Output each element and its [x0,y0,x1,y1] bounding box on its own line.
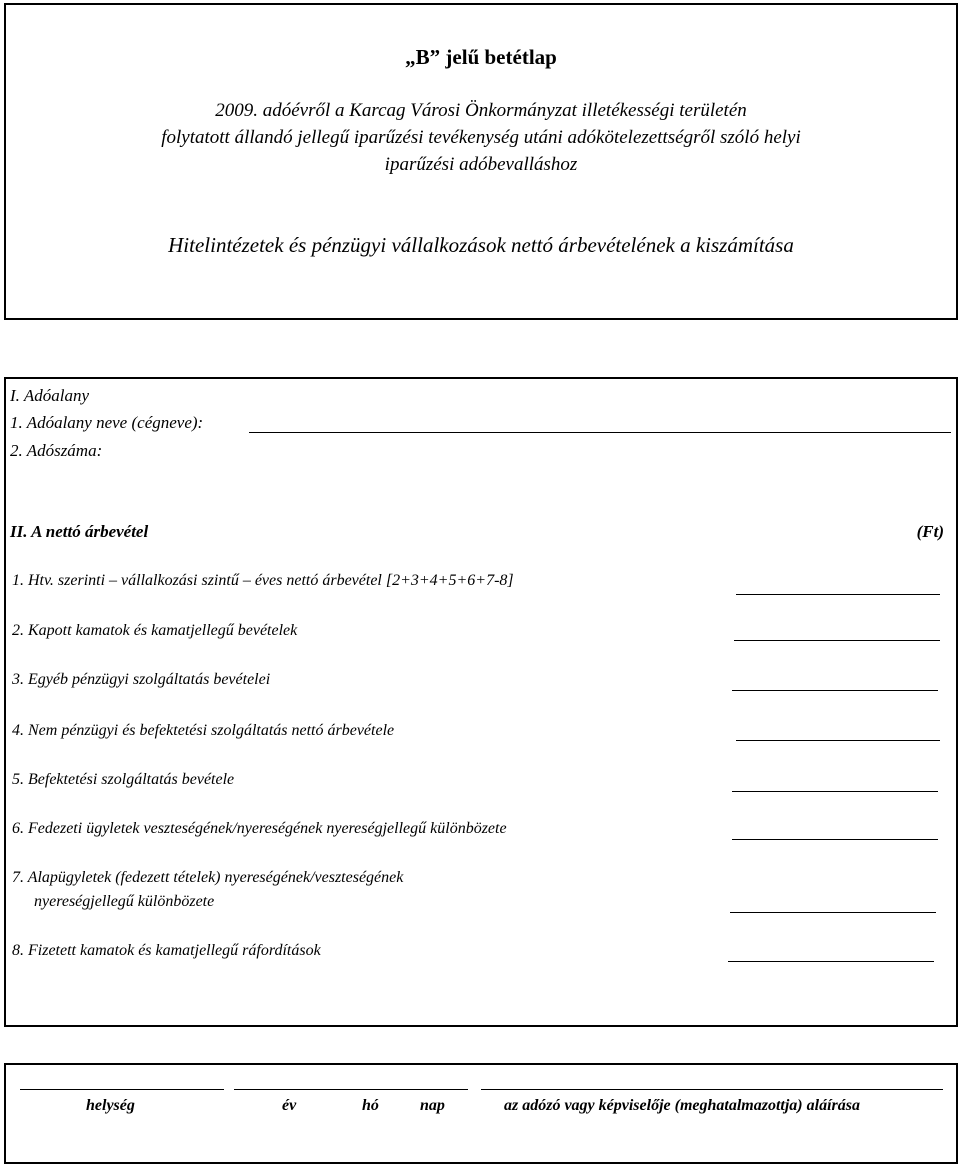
place-label: helység [86,1097,135,1114]
line-item-6-field[interactable] [732,839,938,840]
line-item-5: 5. Befektetési szolgáltatás bevétele [12,771,235,788]
day-label: nap [420,1097,445,1114]
line-item-8: 8. Fizetett kamatok és kamatjellegű ráfordítások [12,942,321,959]
line-item-6: 6. Fedezeti ügyletek veszteségének/nyereségének nyereségjellegű különbözete [12,820,507,837]
line-item-2: 2. Kapott kamatok és kamatjellegű bevételek [12,622,298,639]
line-item-3: 3. Egyéb pénzügyi szolgáltatás bevételei [12,671,271,688]
signature-field[interactable] [481,1089,943,1090]
year-label: év [282,1097,297,1114]
subtitle-line-2: folytatott állandó jellegű iparűzési tevékenység utáni adókötelezettségről szóló helyi [161,127,801,148]
taxpayer-name-field[interactable] [249,432,951,433]
line-item-7: 7. Alapügyletek (fedezett tételek) nyereségének/veszteségének [12,869,404,886]
line-item-4-field[interactable] [736,740,940,741]
section-heading: Hitelintézetek és pénzügyi vállalkozások nettó árbevételének a kiszámítása [168,233,794,257]
month-label: hó [362,1097,379,1114]
signature-label: az adózó vagy képviselője (meghatalmazottja) aláírása [504,1097,860,1114]
line-item-7-field[interactable] [730,912,936,913]
line-item-8-field[interactable] [728,961,934,962]
line-item-3-field[interactable] [732,690,938,691]
tax-number-label: 2. Adószáma: [10,441,103,460]
signature-box [4,1063,958,1164]
section2-title: II. A nettó árbevétel [10,522,149,541]
subtitle-line-3: iparűzési adóbevalláshoz [384,154,578,175]
line-item-4: 4. Nem pénzügyi és befektetési szolgáltatás nettó árbevétele [12,722,395,739]
line-item-5-field[interactable] [732,791,938,792]
taxpayer-name-label: 1. Adóalany neve (cégneve): [10,413,204,432]
line-item-7-continuation: nyereségjellegű különbözete [34,893,215,910]
unit-label: (Ft) [916,522,944,541]
place-field[interactable] [20,1089,224,1090]
form-box [4,377,958,1027]
line-item-1: 1. Htv. szerinti – vállalkozási szintű – éves nettó árbevétel [2+3+4+5+6+7-8] [12,572,514,589]
header-box [4,3,958,320]
date-field[interactable] [234,1089,468,1090]
section1-title: I. Adóalany [10,386,90,405]
line-item-1-field[interactable] [736,594,940,595]
subtitle-line-1: 2009. adóévről a Karcag Városi Önkormányzat illetékességi területén [215,100,747,121]
line-item-2-field[interactable] [734,640,940,641]
page-title: „B” jelű betétlap [405,45,557,69]
